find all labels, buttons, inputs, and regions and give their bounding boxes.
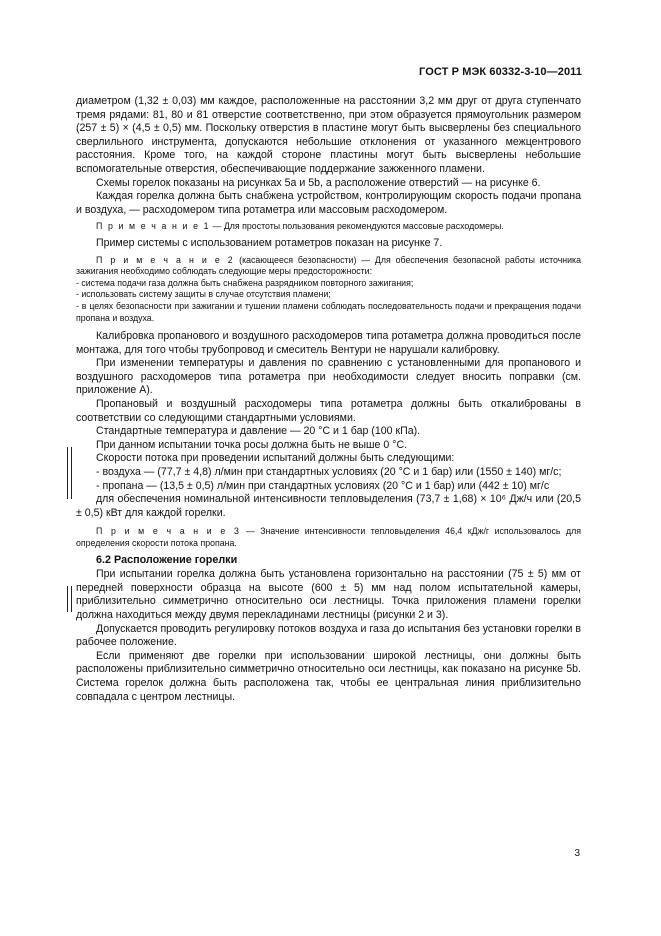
paragraph: диаметром (1,32 ± 0,03) мм каждое, расположенные на расстоянии 3,2 мм друг от друга ступенчато тремя рядами: 81, 80 и 81 отверстие соответственно, при этом образуется прямоугольник размером (257 ± 5) × (4,5 ± 0,5) мм. Поскольку отверстия в пластине могут быть высверлены без специального сверлильного инструмента, допускаются небольшие отклонения от указанного межцентрового расстояния. Кроме того, на каждой стороне пластины могут быть высверлены небольшие вспомогательные отверстия, обеспечивающие поддержание зажженного пламени. — [76, 95, 581, 175]
paragraph: Каждая горелка должна быть снабжена устройством, контролирующим скорость подачи пропана и воздуха, — расходомером типа ротаметра или массовым расходомером. — [76, 190, 581, 216]
paragraph: Допускается проводить регулировку потоков воздуха и газа до испытания без установки горелки в рабочее положение. — [76, 622, 581, 649]
paragraph: Скорости потока при проведении испытаний должны быть следующими: — [96, 452, 455, 465]
paragraph: для обеспечения номинальной интенсивности тепловыделения (73,7 ± 1,68) × 10⁶ Дж/ч или (20,5 ± 0,5) кВт для каждой горелки. — [76, 493, 581, 519]
note-list-item: - использовать систему защиты в случае отсутствия пламени; — [76, 289, 331, 300]
paragraph: - пропана — (13,5 ± 0,5) л/мин при стандартных условиях (20 °С и 1 бар) или (442 ± 10) мг/с — [96, 479, 550, 492]
note-2 — [76, 255, 581, 278]
note-label: П р и м е ч а н и е 1 — [96, 221, 211, 232]
note-text: — Значение интенсивности тепловыделения 46,4 кДж/г использовалось для определения скорости потока пропана. — [76, 526, 581, 548]
note-list-item: - система подачи газа должна быть снабжена разрядником повторного зажигания; — [76, 277, 414, 288]
paragraph: Стандартные температура и давление — 20 °С и 1 бар (100 кПа). — [96, 425, 421, 438]
document-body — [76, 95, 581, 704]
note-label: П р и м е ч а н и е 3 — [96, 526, 241, 537]
change-bar — [67, 586, 68, 612]
note-list-item: - в целях безопасности при зажигании и тушении пламени соблюдать последовательность подачи и прекращения подачи пропана и воздуха. — [76, 300, 581, 323]
paragraph: Пример системы с использованием ротаметров показан на рисунке 7. — [96, 236, 443, 249]
paragraph: - воздуха — (77,7 ± 4,8) л/мин при стандартных условиях (20 °С и 1 бар) или (1550 ± 140) мг/с; — [96, 466, 562, 479]
change-bar — [71, 586, 72, 612]
change-bar — [71, 447, 72, 499]
note-1 — [76, 221, 581, 233]
note-text: (касающееся безопасности) — Для обеспечения безопасной работы источника зажигания необходимо соблюдать следующие меры предосторожности: — [76, 254, 581, 277]
paragraph: Пропановый и воздушный расходомеры типа ротаметра должны быть откалиброваны в соответствии со следующими стандартными условиями. — [76, 398, 581, 424]
document-header: ГОСТ Р МЭК 60332-3-10—2011 — [419, 66, 582, 78]
section-heading: 6.2 Расположение горелки — [96, 553, 238, 566]
paragraph: Схемы горелок показаны на рисунках 5a и 5b, а расположение отверстий — на рисунке 6. — [96, 176, 541, 189]
paragraph: При данном испытании точка росы должна быть не выше 0 °С. — [96, 438, 408, 451]
page-number: 3 — [574, 848, 580, 859]
paragraph: При изменении температуры и давления по сравнению с установленными для пропанового и воздушного расходомеров типа ротаметра при необходимости следует вносить поправки (см. приложение А). — [76, 357, 581, 397]
note-label: П р и м е ч а н и е 2 — [96, 254, 235, 265]
note-3 — [76, 526, 581, 549]
note-text: — Для простоты пользования рекомендуются массовые расходомеры. — [210, 221, 504, 232]
paragraph: Калибровка пропанового и воздушного расходомеров типа ротаметра должна проводиться после монтажа, для того чтобы трубопровод и смеситель Вентури не нарушали калибровку. — [76, 330, 581, 356]
paragraph: При испытании горелка должна быть установлена горизонтально на расстоянии (75 ± 5) мм от передней поверхности образца на высоте (600 ± 5) мм над полом испытательной камеры, приблизительно симметрично относительно оси лестницы. Точка приложения пламени горелки должна находиться между двумя перекладинами лестницы (рисунки 2 и 3). — [76, 568, 581, 621]
change-bar — [67, 447, 68, 499]
paragraph: Если применяют две горелки при использовании широкой лестницы, они должны быть расположены приблизительно симметрично относительно оси лестницы, как показано на рисунке 5b. Система горелок должна быть расположена так, чтобы ее центральная линия приблизительно совпадала с центром лестницы. — [76, 649, 581, 703]
